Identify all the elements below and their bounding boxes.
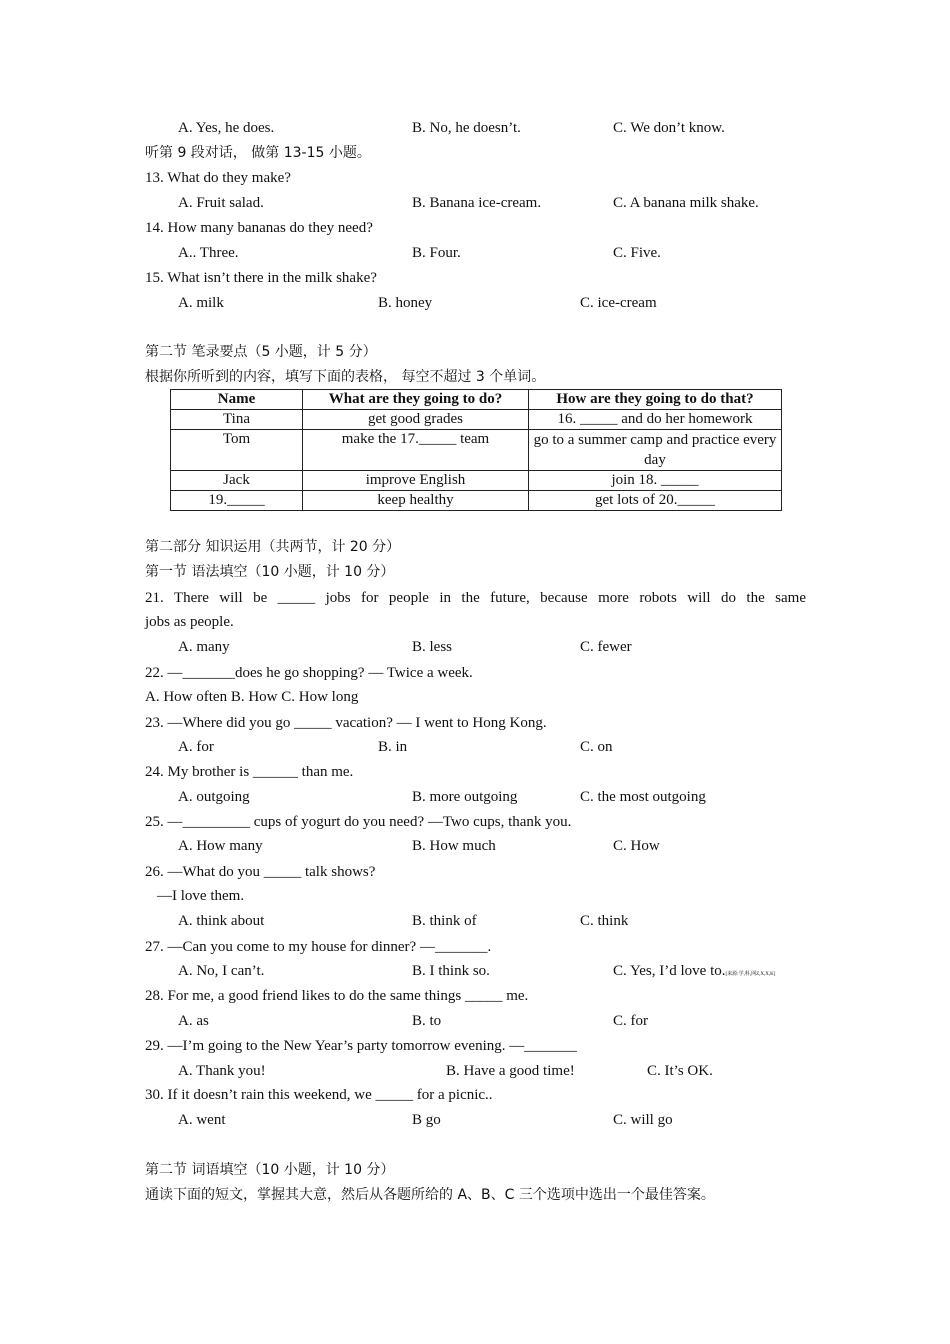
q30-option-b: B go: [412, 1112, 441, 1128]
q15-option-a: A. milk: [178, 295, 224, 311]
q25-option-a: A. How many: [178, 838, 263, 854]
q24-option-a: A. outgoing: [178, 789, 250, 805]
q21-stem-line2: jobs as people.: [145, 614, 234, 630]
table-cell: Tom: [171, 430, 303, 471]
q14-stem: 14. How many bananas do they need?: [145, 220, 373, 236]
q25-option-c: C. How: [613, 838, 660, 854]
table-row: [171, 471, 782, 491]
q27-option-c: C. Yes, I’d love to.[来源:学,科,网Z,X,X,K]: [613, 963, 776, 979]
q13-option-a: A. Fruit salad.: [178, 195, 264, 211]
q28-stem: 28. For me, a good friend likes to do the same things _____ me.: [145, 988, 529, 1004]
q15-option-c: C. ice-cream: [580, 295, 657, 311]
q29-option-c: C. It’s OK.: [647, 1063, 713, 1079]
table-row: [171, 430, 782, 471]
notes-table-header: [171, 390, 782, 410]
q21-option-b: B. less: [412, 639, 453, 655]
q23-option-a: A. for: [178, 739, 214, 755]
table-row: [171, 491, 782, 511]
q15-stem: 15. What isn’t there in the milk shake?: [145, 270, 377, 286]
q23-stem: 23. —Where did you go _____ vacation? — I went to Hong Kong.: [145, 715, 547, 731]
q28-option-c: C. for: [613, 1013, 648, 1029]
q22-stem: 22. —_______does he go shopping? — Twice a week.: [145, 665, 473, 681]
q26-option-c: C. think: [580, 913, 629, 929]
header-name: Name: [171, 390, 303, 410]
q27-stem: 27. —Can you come to my house for dinner? —_______.: [145, 939, 492, 955]
q26-stem: 26. —What do you _____ talk shows?: [145, 864, 376, 880]
q29-option-a: A. Thank you!: [178, 1063, 266, 1079]
q24-stem: 24. My brother is ______ than me.: [145, 764, 354, 780]
q28-option-a: A. as: [178, 1013, 209, 1029]
table-cell: make the 17._____ team: [303, 430, 529, 471]
q12-option-b: B. No, he doesn’t.: [412, 120, 521, 136]
q25-stem: 25. —_________ cups of yogurt do you need? —Two cups, thank you.: [145, 814, 572, 830]
part2-section2-title: 第二节 词语填空（10 小题，计 10 分）: [145, 1162, 395, 1178]
q21-option-c: C. fewer: [580, 639, 632, 655]
q30-option-c: C. will go: [613, 1112, 673, 1128]
header-what: What are they going to do?: [303, 390, 529, 410]
part2-section1-title: 第一节 语法填空（10 小题，计 10 分）: [145, 564, 395, 580]
table-cell: get good grades: [303, 410, 529, 430]
dialog9-instruction: 听第 9 段对话， 做第 13-15 小题。: [145, 145, 371, 161]
q28-option-b: B. to: [412, 1013, 442, 1029]
table-cell: 19._____: [171, 491, 303, 511]
q12-option-a: A. Yes, he does.: [178, 120, 275, 136]
q14-option-a: A.. Three.: [178, 245, 239, 261]
header-how: How are they going to do that?: [529, 390, 782, 410]
q25-option-b: B. How much: [412, 838, 496, 854]
table-cell: join 18. _____: [529, 471, 782, 491]
q14-option-b: B. Four.: [412, 245, 461, 261]
q23-option-c: C. on: [580, 739, 613, 755]
q30-stem: 30. If it doesn’t rain this weekend, we _____ for a picnic..: [145, 1087, 493, 1103]
q27-option-b: B. I think so.: [412, 963, 490, 979]
section2-instruction: 根据你所听到的内容，填写下面的表格， 每空不超过 3 个单词。: [145, 369, 546, 385]
part2-title: 第二部分 知识运用（共两节，计 20 分）: [145, 539, 401, 555]
q21-stem-line1: 21. There will be _____ jobs for people in the future, because more robots will do the same: [145, 590, 806, 606]
q27-option-a: A. No, I can’t.: [178, 963, 265, 979]
q21-option-a: A. many: [178, 639, 230, 655]
q24-option-c: C. the most outgoing: [580, 789, 706, 805]
part2-section2-instruction: 通读下面的短文，掌握其大意，然后从各题所给的 A、B、C 三个选项中选出一个最佳答案。: [145, 1187, 715, 1203]
q22-options: A. How often B. How C. How long: [145, 689, 359, 705]
table-row: [171, 410, 782, 430]
q12-option-c: C. We don’t know.: [613, 120, 725, 136]
q13-stem: 13. What do they make?: [145, 170, 291, 186]
q23-option-b: B. in: [378, 739, 408, 755]
q26-option-b: B. think of: [412, 913, 477, 929]
q14-option-c: C. Five.: [613, 245, 661, 261]
section2-title: 第二节 笔录要点（5 小题，计 5 分）: [145, 344, 377, 360]
q30-option-a: A. went: [178, 1112, 226, 1128]
table-cell: 16. _____ and do her homework: [529, 410, 782, 430]
table-cell: keep healthy: [303, 491, 529, 511]
q26-reply: —I love them.: [157, 888, 245, 904]
table-cell: get lots of 20._____: [529, 491, 782, 511]
q13-option-c: C. A banana milk shake.: [613, 195, 759, 211]
notes-table: [170, 389, 782, 511]
table-cell: Jack: [171, 471, 303, 491]
q13-option-b: B. Banana ice-cream.: [412, 195, 542, 211]
q15-option-b: B. honey: [378, 295, 433, 311]
q29-option-b: B. Have a good time!: [446, 1063, 575, 1079]
q29-stem: 29. —I’m going to the New Year’s party tomorrow evening. —_______: [145, 1038, 577, 1054]
table-cell: improve English: [303, 471, 529, 491]
table-cell: Tina: [171, 410, 303, 430]
source-watermark: [来源:学,科,网Z,X,X,K]: [725, 972, 776, 977]
q24-option-b: B. more outgoing: [412, 789, 518, 805]
table-cell: go to a summer camp and practice every day: [529, 430, 782, 471]
q26-option-a: A. think about: [178, 913, 265, 929]
